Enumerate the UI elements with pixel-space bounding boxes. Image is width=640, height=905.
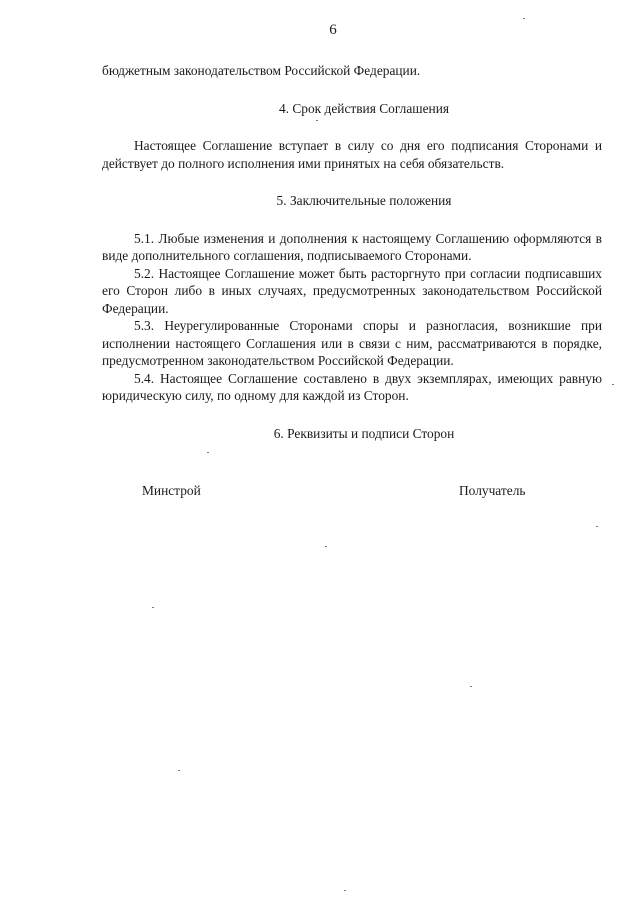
clause-5-4: 5.4. Настоящее Соглашение составлено в двух экземплярах, имеющих равную юридическую силу, по одному для каждой из Сторон. <box>102 370 602 403</box>
scan-speck <box>596 526 598 527</box>
scan-speck <box>207 452 209 453</box>
scan-speck <box>470 686 472 687</box>
section-5-heading: 5. Заключительные положения <box>276 193 452 208</box>
scan-speck <box>523 18 525 19</box>
clause-5-1: 5.1. Любые изменения и дополнения к настоящему Соглашению оформляются в виде дополнительного соглашения, подписываемого Сторонами. <box>102 230 602 263</box>
clause-5-3: 5.3. Неурегулированные Сторонами споры и разногласия, возникшие при исполнении настоящего Соглашения или в связи с ним, рассматриваются в порядке, предусмотренном законодательством Российской Федерации. <box>102 318 602 368</box>
section-4-paragraph: Настоящее Соглашение вступает в силу со дня его подписания Сторонами и действует до полного исполнения ими принятых на себя обязательств. <box>102 138 602 171</box>
scan-speck <box>612 384 614 385</box>
party-ministry: Минстрой <box>142 483 201 498</box>
document-body <box>102 62 602 442</box>
scan-speck <box>152 607 154 608</box>
scan-speck <box>178 770 180 771</box>
scan-speck <box>344 890 346 891</box>
party-recipient: Получатель <box>459 483 526 498</box>
scan-speck <box>316 120 318 121</box>
clause-5-2: 5.2. Настоящее Соглашение может быть расторгнуто при согласии подписавших его Сторон либо в иных случаях, предусмотренных законодательством Российской Федерации. <box>102 265 602 316</box>
page-number: 6 <box>329 22 337 38</box>
scan-speck <box>325 546 327 547</box>
intro-line: бюджетным законодательством Российской Федерации. <box>102 63 421 78</box>
section-4-heading: 4. Срок действия Соглашения <box>278 100 450 116</box>
section-6-heading: 6. Реквизиты и подписи Сторон <box>273 425 455 441</box>
